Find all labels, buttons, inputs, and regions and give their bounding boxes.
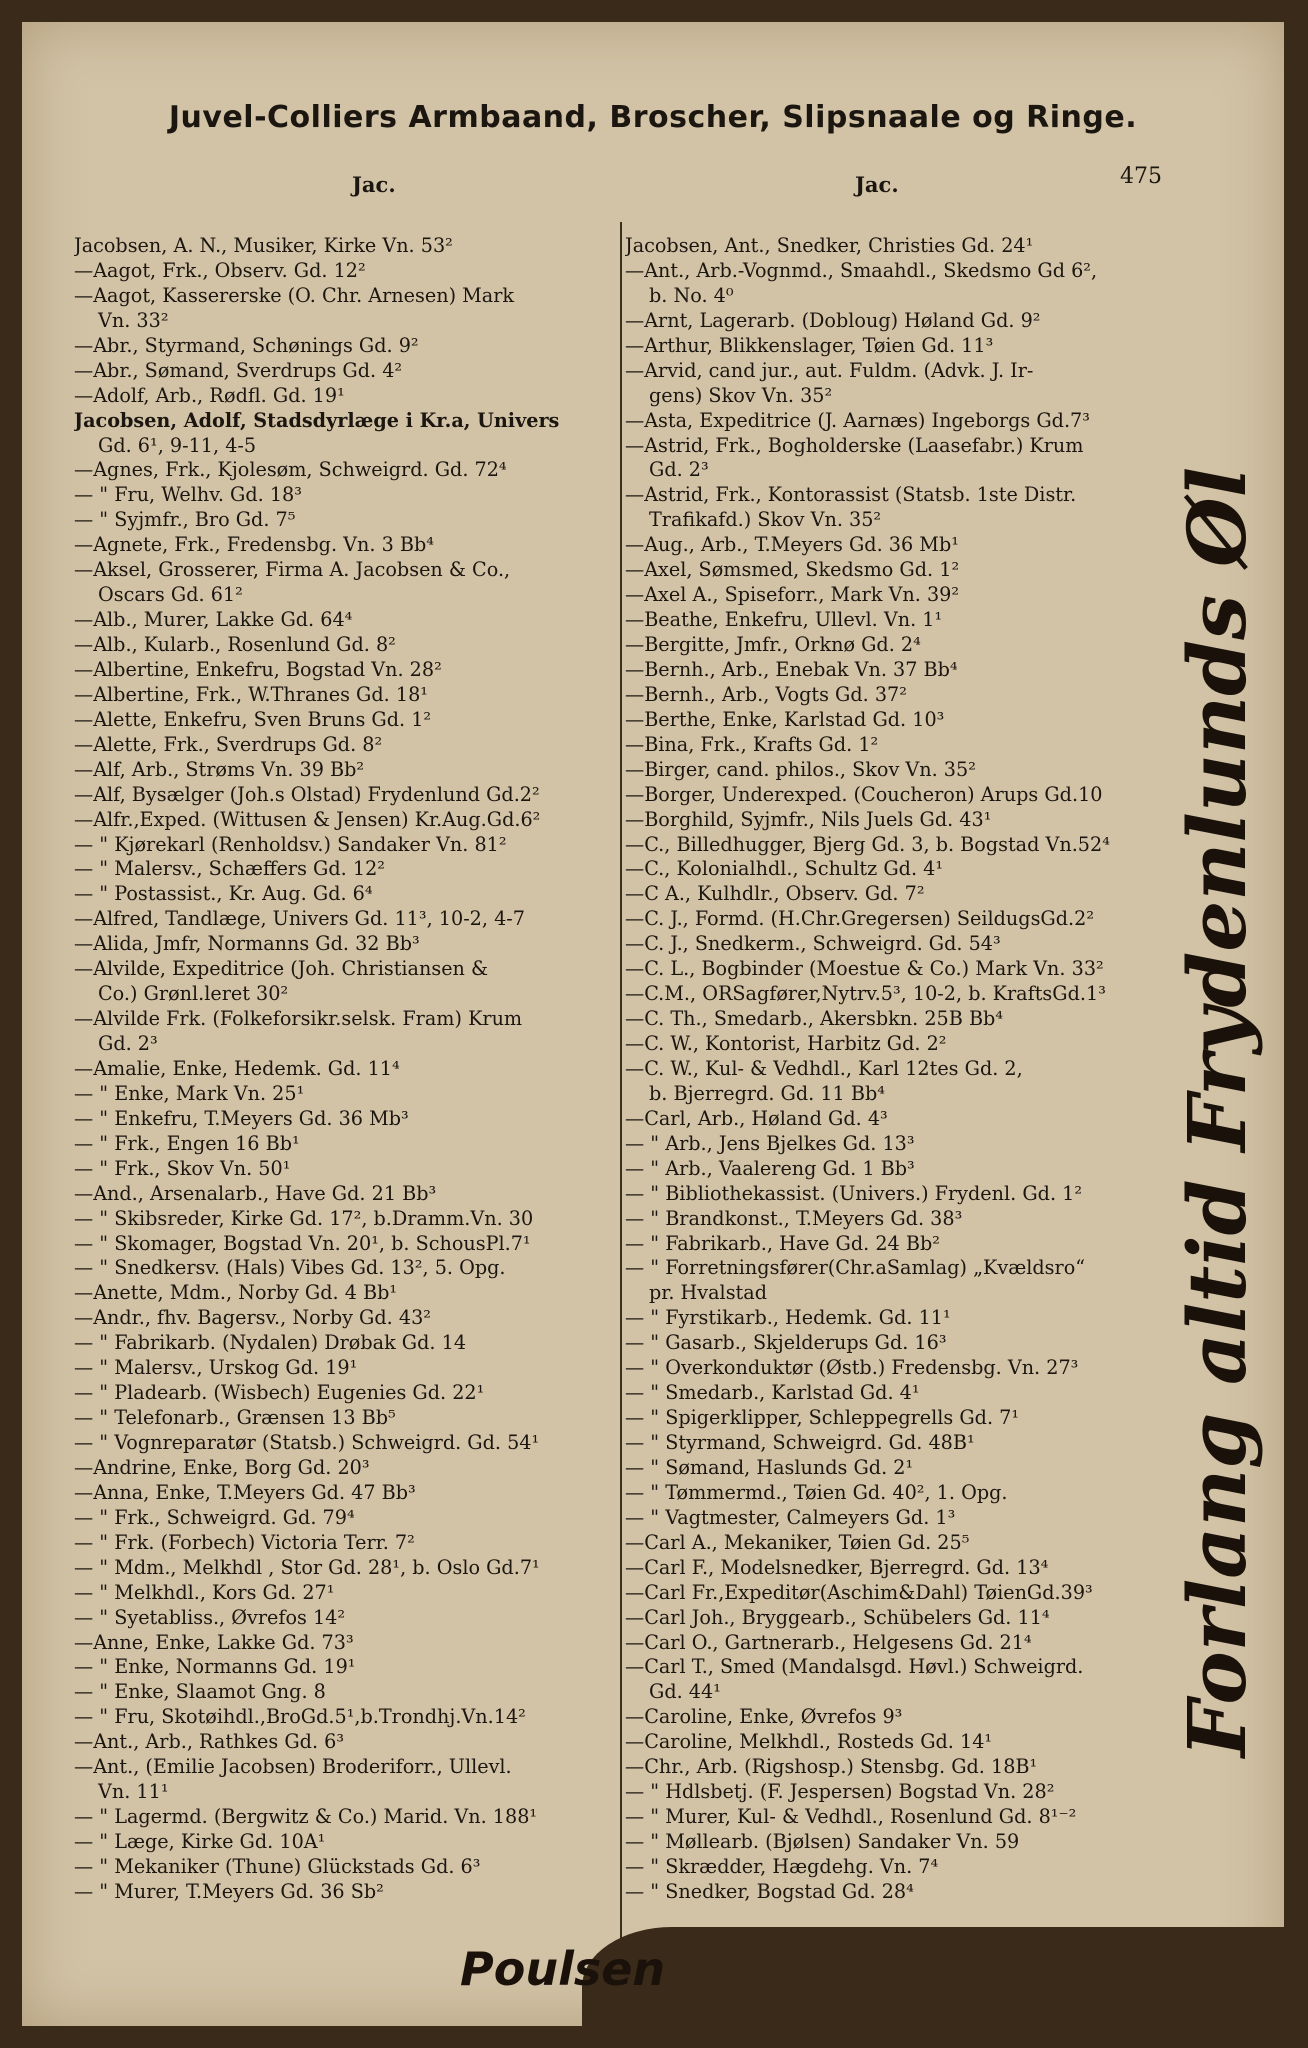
- directory-entry-line: —Andrine, Enke, Borg Gd. 20³: [74, 1455, 370, 1479]
- directory-entry-line: b. Bjerregrd. Gd. 11 Bb⁴: [649, 1081, 885, 1105]
- left-column: [74, 234, 619, 1905]
- directory-entry-line: — " Murer, Kul- & Vedhdl., Rosenlund Gd. 8¹⁻²: [625, 1805, 1077, 1829]
- directory-entry-line: — " Fru, Welhv. Gd. 18³: [74, 483, 302, 507]
- directory-entry-line: — " Melkhdl., Kors Gd. 27¹: [74, 1580, 335, 1604]
- directory-entry-line: —Alfr.,Exped. (Wittusen & Jensen) Kr.Aug.Gd.6²: [74, 807, 541, 831]
- directory-entry-line: — " Brandkonst., T.Meyers Gd. 38³: [625, 1206, 963, 1230]
- directory-entry-line: —Aksel, Grosserer, Firma A. Jacobsen & Co.,: [74, 558, 511, 582]
- directory-entry-line: —C. Th., Smedarb., Akersbkn. 25B Bb⁴: [625, 1007, 1004, 1031]
- directory-entry-line: — " Tømmermd., Tøien Gd. 40², 1. Opg.: [625, 1480, 1008, 1504]
- directory-entry-line: — " Enke, Mark Vn. 25¹: [74, 1081, 305, 1105]
- directory-entry-line: —Alvilde Frk. (Folkeforsikr.selsk. Fram) Krum: [74, 1007, 523, 1031]
- directory-entry-line: —Ant., Arb., Rathkes Gd. 6³: [74, 1730, 345, 1754]
- directory-entry-line: — " Syetabliss., Øvrefos 14²: [74, 1605, 346, 1629]
- directory-entry-line: — " Bibliothekassist. (Univers.) Frydenl. Gd. 1²: [625, 1181, 1083, 1205]
- directory-entry-line: —Albertine, Frk., W.Thranes Gd. 18¹: [74, 682, 428, 706]
- directory-entry-line: — " Overkonduktør (Østb.) Fredensbg. Vn. 27³: [625, 1356, 1079, 1380]
- directory-entry-line: — " Mekaniker (Thune) Glückstads Gd. 6³: [74, 1854, 481, 1878]
- directory-entry-line: — " Snedker, Bogstad Gd. 28⁴: [625, 1879, 914, 1903]
- directory-entry-line: — " Fyrstikarb., Hedemk. Gd. 11¹: [625, 1306, 951, 1330]
- directory-entry-line: Jacobsen, Ant., Snedker, Christies Gd. 24¹: [625, 234, 1034, 257]
- directory-entry-line: —Alida, Jmfr, Normanns Gd. 32 Bb³: [74, 932, 420, 956]
- directory-page: [22, 22, 1284, 2026]
- directory-entry-line: — " Postassist., Kr. Aug. Gd. 6⁴: [74, 882, 373, 906]
- directory-entry-line: —Agnes, Frk., Kjolesøm, Schweigrd. Gd. 72⁴: [74, 458, 507, 482]
- directory-entry-line: — " Frk. (Forbech) Victoria Terr. 7²: [74, 1530, 415, 1554]
- directory-entry-line: — " Fabrikarb. (Nydalen) Drøbak Gd. 14: [74, 1331, 467, 1355]
- directory-entry-line: —Bernh., Arb., Enebak Vn. 37 Bb⁴: [625, 657, 958, 681]
- column-divider: [620, 222, 622, 1942]
- directory-entry-line: —C., Kolonialhdl., Schultz Gd. 4¹: [625, 857, 944, 881]
- directory-entry-line: — " Malersv., Schæffers Gd. 12²: [74, 857, 385, 881]
- directory-entry-line: —Alb., Murer, Lakke Gd. 64⁴: [74, 608, 353, 632]
- directory-entry-line: — " Gasarb., Skjelderups Gd. 16³: [625, 1331, 947, 1355]
- vertical-advertisement: Forlang altid Frydenlunds Øl: [1170, 466, 1264, 1758]
- directory-entry-line: b. No. 4⁰: [649, 283, 734, 307]
- directory-entry-line: —Aug., Arb., T.Meyers Gd. 36 Mb¹: [625, 533, 959, 557]
- directory-entry-line: —C. L., Bogbinder (Moestue & Co.) Mark Vn. 33²: [625, 957, 1104, 981]
- directory-entry-line: — " Læge, Kirke Gd. 10A¹: [74, 1830, 326, 1853]
- directory-entry-line: —Bernh., Arb., Vogts Gd. 37²: [625, 682, 907, 706]
- directory-entry-line: — " Smedarb., Karlstad Gd. 4¹: [625, 1381, 920, 1405]
- directory-entry-line: — " Enke, Slaamot Gng. 8: [74, 1680, 326, 1704]
- directory-entry-line: —Axel, Sømsmed, Skedsmo Gd. 1²: [625, 558, 960, 582]
- directory-entry-line: —Carl F., Modelsnedker, Bjerregrd. Gd. 13⁴: [625, 1555, 1049, 1579]
- directory-entry-line: —And., Arsenalarb., Have Gd. 21 Bb³: [74, 1181, 437, 1205]
- directory-entry-line: —Birger, cand. philos., Skov Vn. 35²: [625, 757, 976, 781]
- directory-entry-line: —Agnete, Frk., Fredensbg. Vn. 3 Bb⁴: [74, 533, 434, 557]
- directory-entry-line: — " Fabrikarb., Have Gd. 24 Bb²: [625, 1231, 940, 1255]
- directory-entry-line: —Alf, Bysælger (Joh.s Olstad) Frydenlund Gd.2²: [74, 782, 540, 806]
- directory-entry-line: gens) Skov Vn. 35²: [649, 383, 833, 407]
- directory-entry-line: —Berthe, Enke, Karlstad Gd. 10³: [625, 707, 945, 731]
- directory-entry-line: —Carl O., Gartnerarb., Helgesens Gd. 21⁴: [625, 1630, 1032, 1654]
- directory-entry-line: — " Møllearb. (Bjølsen) Sandaker Vn. 59: [625, 1830, 1020, 1853]
- directory-entry-line: Vn. 11¹: [98, 1780, 169, 1804]
- directory-entry-line: —Abr., Styrmand, Schønings Gd. 9²: [74, 333, 419, 357]
- directory-entry-line: —Carl T., Smed (Mandalsgd. Høvl.) Schweigrd.: [625, 1655, 1084, 1679]
- directory-entry-line: — " Mdm., Melkhdl , Stor Gd. 28¹, b. Oslo Gd.7¹: [74, 1555, 540, 1579]
- right-column-heading: Jac.: [855, 172, 899, 197]
- directory-entry-line: —Bina, Frk., Krafts Gd. 1²: [625, 732, 879, 756]
- directory-entry-line: —Carl, Arb., Høland Gd. 4³: [625, 1106, 888, 1130]
- left-column-heading: Jac.: [352, 172, 396, 197]
- directory-entry-line: Gd. 6¹, 9-11, 4-5: [98, 433, 257, 457]
- directory-entry-line: —Abr., Sømand, Sverdrups Gd. 4²: [74, 358, 403, 382]
- directory-entry-line: — " Kjørekarl (Renholdsv.) Sandaker Vn. 81²: [74, 832, 507, 856]
- directory-entry-line: —Bergitte, Jmfr., Orknø Gd. 2⁴: [625, 633, 921, 656]
- directory-entry-line: —C., Billedhugger, Bjerg Gd. 3, b. Bogstad Vn.52⁴: [625, 832, 1110, 856]
- directory-entry-line: —Ant., (Emilie Jacobsen) Broderiforr., Ullevl.: [74, 1755, 512, 1779]
- directory-entry-line: —Beathe, Enkefru, Ullevl. Vn. 1¹: [625, 608, 943, 632]
- directory-entry-line: —Carl Joh., Bryggearb., Schübelers Gd. 11⁴: [625, 1605, 1050, 1629]
- directory-entry-line: — " Skibsreder, Kirke Gd. 17², b.Dramm.Vn. 30: [74, 1206, 534, 1230]
- directory-entry-line: —Caroline, Enke, Øvrefos 9³: [625, 1705, 903, 1729]
- directory-entry-line: —Albertine, Enkefru, Bogstad Vn. 28²: [74, 657, 442, 681]
- bottom-advertisement: Poulsen: [460, 1942, 666, 1996]
- torn-corner: [582, 1927, 1284, 2026]
- directory-entry-line: —C.M., ORSagfører,Nytrv.5³, 10-2, b. KraftsGd.1³: [625, 982, 1106, 1006]
- directory-entry-line: —Borghild, Syjmfr., Nils Juels Gd. 43¹: [625, 807, 992, 831]
- directory-entry-line: —Alvilde, Expeditrice (Joh. Christiansen &: [74, 957, 489, 981]
- directory-entry-line: — " Malersv., Urskog Gd. 19¹: [74, 1356, 358, 1380]
- directory-entry-line: Gd. 44¹: [649, 1680, 721, 1704]
- right-column: [625, 234, 1170, 1905]
- directory-entry-line: —Ant., Arb.-Vognmd., Smaahdl., Skedsmo Gd 6²,: [625, 258, 1098, 282]
- directory-entry-line: — " Pladearb. (Wisbech) Eugenies Gd. 22¹: [74, 1381, 485, 1405]
- directory-entry-line: —Chr., Arb. (Rigshosp.) Stensbg. Gd. 18B¹: [625, 1755, 1038, 1779]
- directory-entry-line: — " Murer, T.Meyers Gd. 36 Sb²: [74, 1879, 384, 1903]
- directory-entry-line: Vn. 33²: [98, 308, 169, 332]
- directory-entry-line: —Caroline, Melkhdl., Rosteds Gd. 14¹: [625, 1730, 993, 1754]
- directory-entry-line: — " Skrædder, Hægdehg. Vn. 7⁴: [625, 1854, 939, 1878]
- directory-entry-line: Gd. 2³: [649, 458, 709, 482]
- directory-entry-line: — " Skomager, Bogstad Vn. 20¹, b. SchousPl.7¹: [74, 1231, 531, 1255]
- directory-entry-line: — " Syjmfr., Bro Gd. 7⁵: [74, 508, 296, 532]
- directory-entry-line: —Axel A., Spiseforr., Mark Vn. 39²: [625, 583, 960, 607]
- directory-entry-line: —Alette, Frk., Sverdrups Gd. 8²: [74, 732, 383, 756]
- directory-entry-line: —Anette, Mdm., Norby Gd. 4 Bb¹: [74, 1281, 398, 1305]
- directory-entry-line: Oscars Gd. 61²: [98, 583, 243, 607]
- directory-entry-line: — " Fru, Skotøihdl.,BroGd.5¹,b.Trondhj.Vn.14²: [74, 1705, 526, 1729]
- directory-entry-line: —C. W., Kul- & Vedhdl., Karl 12tes Gd. 2,: [625, 1056, 1023, 1080]
- directory-entry-line: — " Enkefru, T.Meyers Gd. 36 Mb³: [74, 1106, 409, 1130]
- directory-entry-line: — " Sømand, Haslunds Gd. 2¹: [625, 1455, 914, 1479]
- directory-entry-line: — " Arb., Jens Bjelkes Gd. 13³: [625, 1131, 915, 1155]
- directory-entry-line: —Arvid, cand jur., aut. Fuldm. (Advk. J. Ir-: [625, 358, 1034, 382]
- directory-entry-line: — " Frk., Schweigrd. Gd. 79⁴: [74, 1505, 355, 1529]
- directory-entry-line: —Carl A., Mekaniker, Tøien Gd. 25⁵: [625, 1530, 970, 1554]
- directory-entry-line: —Anna, Enke, T.Meyers Gd. 47 Bb³: [74, 1480, 416, 1504]
- directory-entry-line: —Alb., Kularb., Rosenlund Gd. 8²: [74, 633, 396, 656]
- directory-entry-line: — " Hdlsbetj. (F. Jespersen) Bogstad Vn. 28²: [625, 1780, 1055, 1804]
- directory-entry-line: —Aagot, Frk., Observ. Gd. 12²: [74, 258, 366, 282]
- directory-entry-line: Gd. 2³: [98, 1032, 158, 1055]
- directory-entry-line: —Astrid, Frk., Kontorassist (Statsb. 1ste Distr.: [625, 483, 1077, 507]
- directory-entry-line: —Asta, Expeditrice (J. Aarnæs) Ingeborgs Gd.7³: [625, 408, 1090, 432]
- directory-entry-line: — " Snedkersv. (Hals) Vibes Gd. 13², 5. Opg.: [74, 1256, 506, 1280]
- directory-entry-line: —Anne, Enke, Lakke Gd. 73³: [74, 1630, 354, 1654]
- directory-entry-line: —Alfred, Tandlæge, Univers Gd. 11³, 10-2, 4-7: [74, 907, 525, 931]
- directory-entry-line: Jacobsen, Adolf, Stadsdyrlæge i Kr.a, Univers: [74, 408, 560, 432]
- page-number: 475: [1120, 164, 1162, 189]
- directory-entry-line: —Borger, Underexped. (Coucheron) Arups Gd.10: [625, 782, 1103, 806]
- directory-entry-line: Trafikafd.) Skov Vn. 35²: [649, 508, 882, 532]
- directory-entry-line: —Aagot, Kassererske (O. Chr. Arnesen) Mark: [74, 283, 515, 307]
- directory-entry-line: —C. J., Snedkerm., Schweigrd. Gd. 54³: [625, 932, 1001, 956]
- directory-entry-line: pr. Hvalstad: [649, 1281, 767, 1305]
- directory-entry-line: —C A., Kulhdlr., Observ. Gd. 7²: [625, 882, 925, 906]
- directory-entry-line: —Arthur, Blikkenslager, Tøien Gd. 11³: [625, 333, 994, 357]
- directory-entry-line: — " Spigerklipper, Schleppegrells Gd. 7¹: [625, 1406, 1020, 1430]
- advertisement-banner: Juvel-Colliers Armbaand, Broscher, Slipsnaale og Ringe.: [168, 100, 1138, 135]
- directory-entry-line: —Carl Fr.,Expeditør(Aschim&Dahl) TøienGd.39³: [625, 1580, 1093, 1604]
- directory-entry-line: — " Styrmand, Schweigrd. Gd. 48B¹: [625, 1431, 975, 1454]
- directory-entry-line: —Astrid, Frk., Bogholderske (Laasefabr.) Krum: [625, 433, 1084, 457]
- directory-entry-line: — " Forretningsfører(Chr.aSamlag) „Kvældsro“: [625, 1256, 1086, 1280]
- directory-entry-line: — " Telefonarb., Grænsen 13 Bb⁵: [74, 1406, 396, 1430]
- directory-entry-line: — " Arb., Vaalereng Gd. 1 Bb³: [625, 1156, 915, 1180]
- directory-entry-line: —C. W., Kontorist, Harbitz Gd. 2²: [625, 1032, 947, 1055]
- directory-entry-line: —C. J., Formd. (H.Chr.Gregersen) SeildugsGd.2²: [625, 907, 1095, 931]
- directory-entry-line: — " Vagtmester, Calmeyers Gd. 1³: [625, 1505, 956, 1529]
- directory-entry-line: —Adolf, Arb., Rødfl. Gd. 19¹: [74, 383, 345, 407]
- directory-entry-line: — " Frk., Skov Vn. 50¹: [74, 1156, 291, 1180]
- directory-entry-line: —Alette, Enkefru, Sven Bruns Gd. 1²: [74, 707, 432, 731]
- directory-entry-line: — " Enke, Normanns Gd. 19¹: [74, 1655, 356, 1679]
- directory-entry-line: — " Frk., Engen 16 Bb¹: [74, 1131, 300, 1155]
- directory-entry-line: — " Vognreparatør (Statsb.) Schweigrd. Gd. 54¹: [74, 1431, 540, 1454]
- directory-entry-line: —Amalie, Enke, Hedemk. Gd. 11⁴: [74, 1056, 400, 1080]
- directory-entry-line: — " Lagermd. (Bergwitz & Co.) Marid. Vn. 188¹: [74, 1805, 538, 1829]
- directory-entry-line: —Arnt, Lagerarb. (Dobloug) Høland Gd. 9²: [625, 308, 1041, 332]
- directory-entry-line: Co.) Grønl.leret 30²: [98, 982, 289, 1006]
- directory-entry-line: Jacobsen, A. N., Musiker, Kirke Vn. 53²: [74, 234, 453, 257]
- directory-entry-line: —Andr., fhv. Bagersv., Norby Gd. 43²: [74, 1306, 431, 1330]
- directory-entry-line: —Alf, Arb., Strøms Vn. 39 Bb²: [74, 757, 365, 781]
